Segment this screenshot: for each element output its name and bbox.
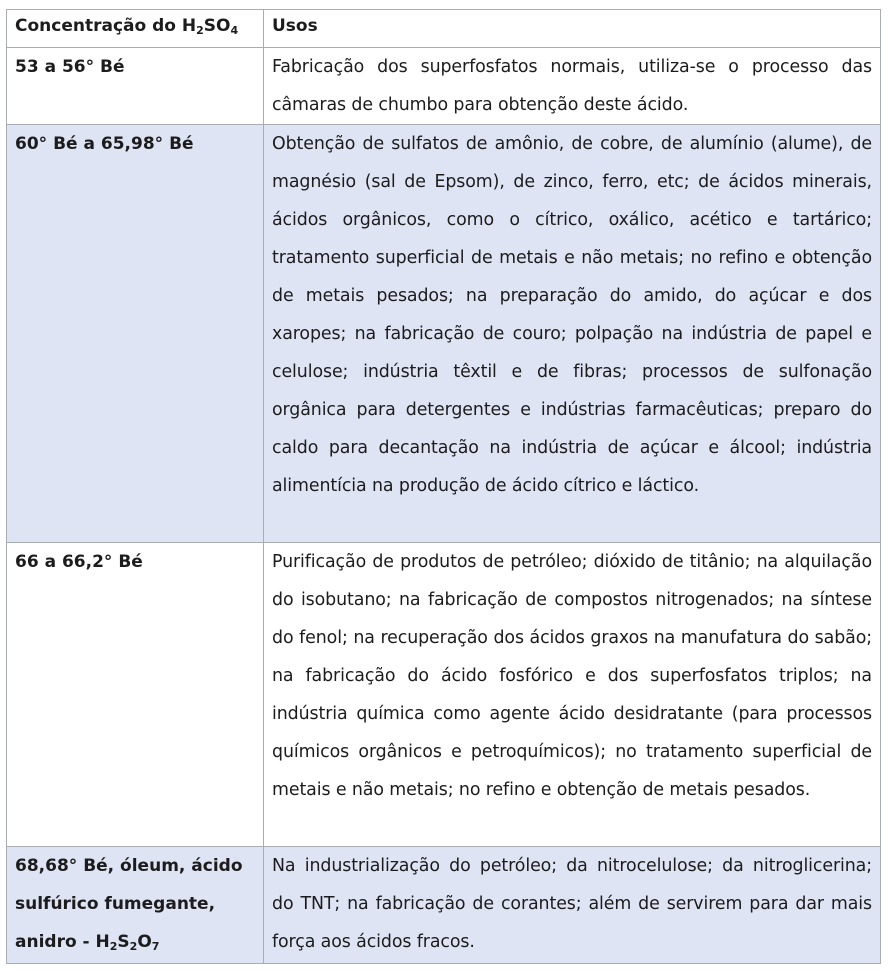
concentration-cell: 53 a 56° Bé [7,48,264,125]
table-row [7,543,881,847]
concentration-cell: 60° Bé a 65,98° Bé [7,125,264,543]
uses-cell: Purificação de produtos de petróleo; dióxido de titânio; na alquilação do isobutano; na fabricação de compostos nitrogenados; na síntese do fenol; na recuperação dos ácidos graxos na manufatura do sabão; na fabricação do ácido fosfórico e dos superfosfatos triplos; na indústria química como agente ácido desidratante (para processos químicos orgânicos e petroquímicos); no tratamento superficial de metais e não metais; no refino e obtenção de metais pesados. [264,543,881,847]
table-header-row [7,10,881,48]
header-uses: Usos [264,10,881,48]
uses-cell: Fabricação dos superfosfatos normais, utiliza-se o processo das câmaras de chumbo para obtenção deste ácido. [264,48,881,125]
concentration-cell: 66 a 66,2° Bé [7,543,264,847]
uses-table [6,9,881,964]
table-row [7,125,881,543]
concentration-cell: 68,68° Bé, óleum, ácido sulfúrico fumegante, anidro - $H_2S_2O_7$ [7,847,264,964]
uses-cell: Obtenção de sulfatos de amônio, de cobre, de alumínio (alume), de magnésio (sal de Epsom), de zinco, ferro, etc; de ácidos minerais, ácidos orgânicos, como o cítrico, oxálico, acético e tartárico; tratamento superficial de metais e não metais; no refino e obtenção de metais pesados; na preparação do amido, do açúcar e dos xaropes; na fabricação de couro; polpação na indústria de papel e celulose; indústria têxtil e de fibras; processos de sulfonação orgânica para detergentes e indústrias farmacêuticas; preparo do caldo para decantação na indústria de açúcar e álcool; indústria alimentícia na produção de ácido cítrico e láctico. [264,125,881,543]
uses-cell: Na industrialização do petróleo; da nitrocelulose; da nitroglicerina; do TNT; na fabricação de corantes; além de servirem para dar mais força aos ácidos fracos. [264,847,881,964]
table-row [7,847,881,964]
header-concentration: Concentração do $H_2SO_4$ [7,10,264,48]
table-row [7,48,881,125]
